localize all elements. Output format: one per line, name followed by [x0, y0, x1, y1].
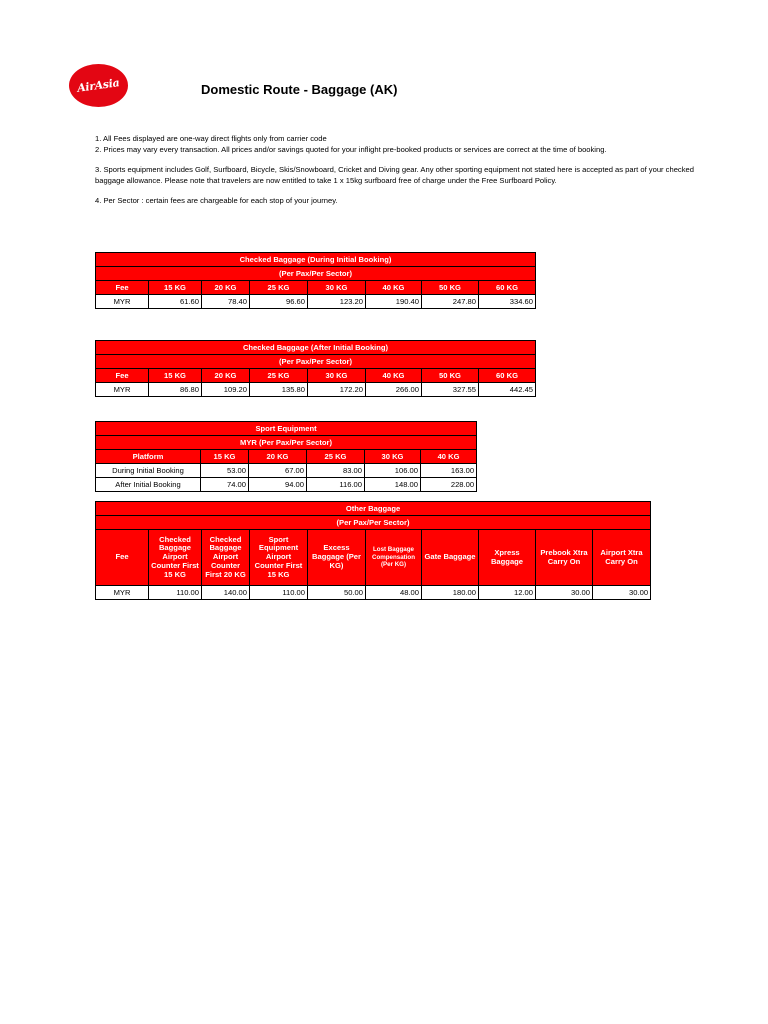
table-cell: 94.00 — [249, 478, 307, 492]
airasia-logo — [69, 64, 128, 107]
table-cell: MYR — [96, 295, 149, 309]
table-cell: 180.00 — [422, 586, 479, 600]
column-header: 20 KG — [202, 369, 250, 383]
table-cell: 116.00 — [307, 478, 365, 492]
table-title: Sport Equipment — [96, 422, 477, 436]
table-cell: During Initial Booking — [96, 464, 201, 478]
column-header: 40 KG — [421, 450, 477, 464]
column-header: Platform — [96, 450, 201, 464]
column-header: 20 KG — [249, 450, 307, 464]
table-cell: 83.00 — [307, 464, 365, 478]
table-cell: 30.00 — [536, 586, 593, 600]
column-header: Fee — [96, 530, 149, 586]
note-2: 2. Prices may vary every transaction. All prices and/or savings quoted for your inflight pre-booked products or services are correct at the time of booking. — [95, 144, 607, 154]
column-header: Fee — [96, 281, 149, 295]
column-header: 50 KG — [422, 369, 479, 383]
column-header: 30 KG — [308, 281, 366, 295]
table-cell: 334.60 — [479, 295, 536, 309]
column-header: Checked Baggage Airport Counter First 20 KG — [202, 530, 250, 586]
table-title: Checked Baggage (During Initial Booking) — [96, 253, 536, 267]
table-row — [96, 586, 651, 600]
column-header: Lost Baggage Compensation (Per KG) — [366, 530, 422, 586]
table-cell: MYR — [96, 383, 149, 397]
table-cell: 123.20 — [308, 295, 366, 309]
table-cell: After Initial Booking — [96, 478, 201, 492]
table-cell: 148.00 — [365, 478, 421, 492]
logo-text: AirAsia — [76, 76, 121, 95]
table-cell: 190.40 — [366, 295, 422, 309]
table-cell: 172.20 — [308, 383, 366, 397]
column-header: 30 KG — [308, 369, 366, 383]
column-header: Xpress Baggage — [479, 530, 536, 586]
table-cell: 30.00 — [593, 586, 651, 600]
table-cell: MYR — [96, 586, 149, 600]
note-1: 1. All Fees displayed are one-way direct flights only from carrier code — [95, 134, 327, 143]
column-header: Prebook Xtra Carry On — [536, 530, 593, 586]
column-header: 50 KG — [422, 281, 479, 295]
table-cell: 140.00 — [202, 586, 250, 600]
column-header: Sport Equipment Airport Counter First 15 KG — [250, 530, 308, 586]
other-baggage-table — [95, 501, 651, 600]
table-cell: 96.60 — [250, 295, 308, 309]
table-cell: 247.80 — [422, 295, 479, 309]
table-cell: 135.80 — [250, 383, 308, 397]
table-cell: 163.00 — [421, 464, 477, 478]
column-header: Fee — [96, 369, 149, 383]
column-header: 30 KG — [365, 450, 421, 464]
note-4: 4. Per Sector : certain fees are chargeable for each stop of your journey. — [95, 196, 338, 205]
column-header: 40 KG — [366, 281, 422, 295]
column-header: Checked Baggage Airport Counter First 15 KG — [149, 530, 202, 586]
column-header: 15 KG — [201, 450, 249, 464]
table-cell: 48.00 — [366, 586, 422, 600]
checked-baggage-during-table — [95, 252, 536, 309]
table-row — [96, 383, 536, 397]
note-3: 3. Sports equipment includes Golf, Surfboard, Bicycle, Skis/Snowboard, Cricket and Diving gear. Any other sporting equipment not stated here is accepted as part of your checked baggage allowance. Please note that travelers are now entitled to take 1 x 15kg surfboard free of charge under the Free Surfboard Policy. — [95, 165, 694, 185]
table-subtitle: (Per Pax/Per Sector) — [96, 267, 536, 281]
table-cell: 74.00 — [201, 478, 249, 492]
sport-equipment-table — [95, 421, 477, 492]
column-header: 25 KG — [307, 450, 365, 464]
page-title: Domestic Route - Baggage (AK) — [201, 82, 398, 97]
column-header: Gate Baggage — [422, 530, 479, 586]
column-header: 60 KG — [479, 369, 536, 383]
table-cell: 266.00 — [366, 383, 422, 397]
table-cell: 228.00 — [421, 478, 477, 492]
table-cell: 67.00 — [249, 464, 307, 478]
column-header: 15 KG — [149, 369, 202, 383]
column-header: Excess Baggage (Per KG) — [308, 530, 366, 586]
table-row — [96, 464, 477, 478]
table-row — [96, 478, 477, 492]
column-header: Airport Xtra Carry On — [593, 530, 651, 586]
column-header: 20 KG — [202, 281, 250, 295]
table-cell: 327.55 — [422, 383, 479, 397]
table-cell: 78.40 — [202, 295, 250, 309]
table-title: Checked Baggage (After Initial Booking) — [96, 341, 536, 355]
notes — [95, 134, 695, 207]
table-cell: 110.00 — [149, 586, 202, 600]
table-subtitle: (Per Pax/Per Sector) — [96, 355, 536, 369]
table-cell: 50.00 — [308, 586, 366, 600]
table-title: Other Baggage — [96, 502, 651, 516]
table-cell: 442.45 — [479, 383, 536, 397]
column-header: 25 KG — [250, 369, 308, 383]
column-header: 25 KG — [250, 281, 308, 295]
column-header: 60 KG — [479, 281, 536, 295]
column-header: 40 KG — [366, 369, 422, 383]
checked-baggage-after-table — [95, 340, 536, 397]
table-cell: 110.00 — [250, 586, 308, 600]
table-cell: 109.20 — [202, 383, 250, 397]
table-row — [96, 295, 536, 309]
table-subtitle: (Per Pax/Per Sector) — [96, 516, 651, 530]
table-subtitle: MYR (Per Pax/Per Sector) — [96, 436, 477, 450]
column-header: 15 KG — [149, 281, 202, 295]
table-cell: 53.00 — [201, 464, 249, 478]
table-cell: 86.80 — [149, 383, 202, 397]
table-cell: 61.60 — [149, 295, 202, 309]
table-cell: 106.00 — [365, 464, 421, 478]
table-cell: 12.00 — [479, 586, 536, 600]
